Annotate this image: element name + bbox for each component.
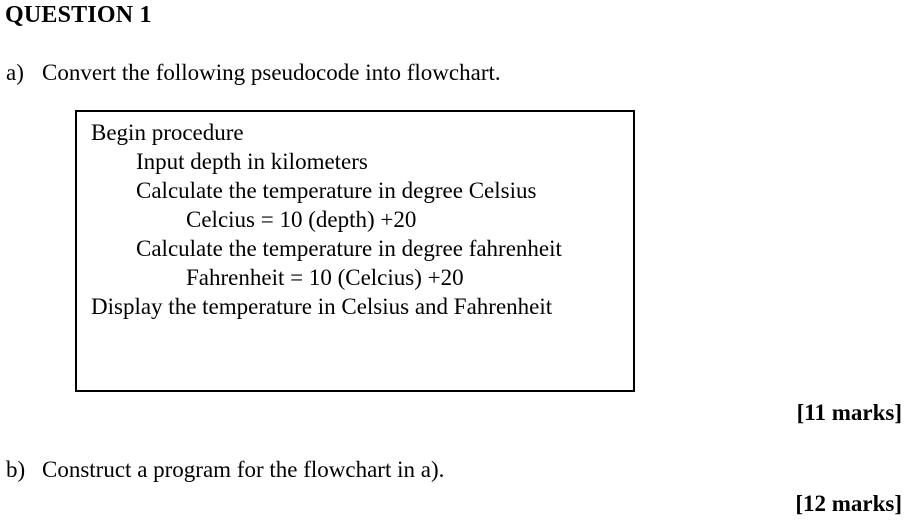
pseudocode-line-celsius-formula: Celcius = 10 (depth) +20	[186, 207, 417, 232]
part-a-instruction: Convert the following pseudocode into flowchart.	[42, 60, 501, 85]
pseudocode-line-begin: Begin procedure	[91, 120, 244, 145]
pseudocode-line-calc-celsius: Calculate the temperature in degree Celsius	[136, 178, 537, 203]
part-b-marks: [12 marks]	[795, 491, 902, 516]
part-a-label: a)	[6, 60, 24, 85]
part-a-marks: [11 marks]	[796, 400, 902, 425]
pseudocode-line-display: Display the temperature in Celsius and Fahrenheit	[91, 294, 553, 319]
pseudocode-line-input: Input depth in kilometers	[136, 149, 368, 174]
pseudocode-line-fahrenheit-formula: Fahrenheit = 10 (Celcius) +20	[186, 265, 464, 290]
part-b-label: b)	[6, 457, 26, 482]
question-heading: QUESTION 1	[5, 2, 152, 28]
part-b-instruction: Construct a program for the flowchart in a).	[42, 457, 445, 482]
pseudocode-line-calc-fahrenheit: Calculate the temperature in degree fahrenheit	[136, 236, 562, 261]
